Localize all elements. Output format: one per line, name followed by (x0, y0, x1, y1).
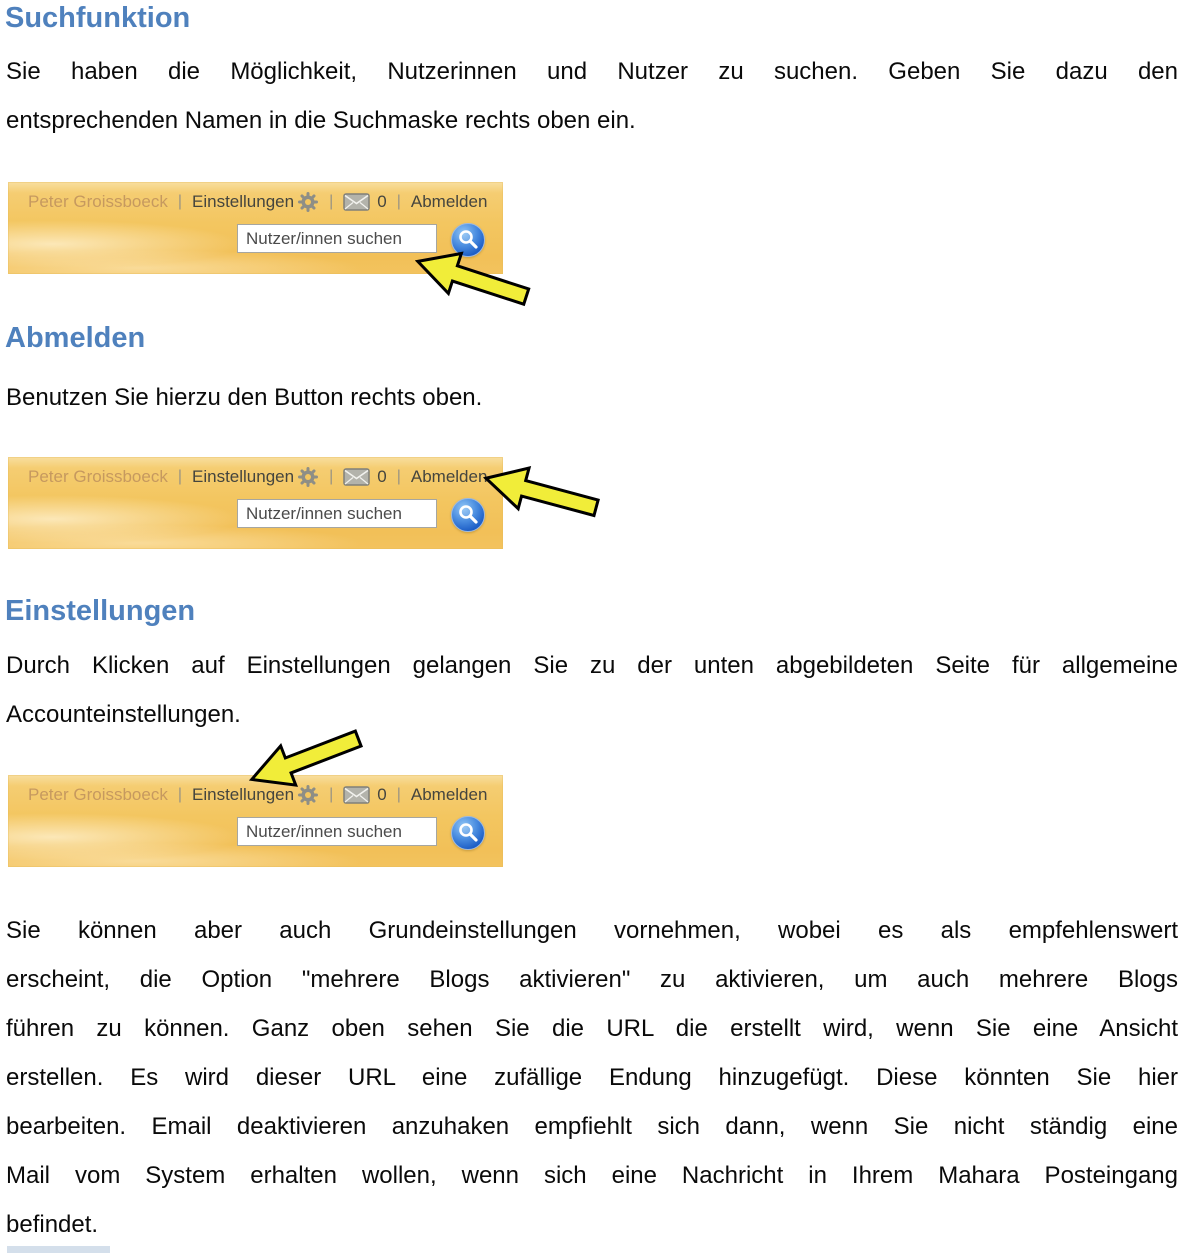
user-search-input[interactable] (237, 499, 437, 528)
body-text-line: führen zu können. Ganz oben sehen Sie die URL die erstellt wird, wenn Sie eine Ansicht (6, 1015, 1178, 1042)
heading-abmelden: Abmelden (5, 322, 146, 354)
settings-link[interactable]: Einstellungen (192, 192, 295, 211)
body-text-line: Sie haben die Möglichkeit, Nutzerinnen und Nutzer zu suchen. Geben Sie dazu den (6, 58, 1178, 85)
body-text-line: Sie können aber auch Grundeinstellungen vornehmen, wobei es als empfehlenswert (6, 917, 1178, 944)
envelope-icon (343, 786, 370, 804)
search-placeholder-text: Nutzer/innen suchen (246, 504, 402, 523)
paragraph-einstellungen (6, 641, 1178, 739)
separator: | (177, 786, 182, 803)
search-placeholder-text: Nutzer/innen suchen (246, 822, 402, 841)
body-text-line: erstellen. Es wird dieser URL eine zufällige Endung hinzugefügt. Diese könnten Sie hier (6, 1064, 1178, 1091)
cropped-next-image-edge (7, 1246, 110, 1253)
separator: | (396, 786, 401, 803)
heading-suchfunktion: Suchfunktion (5, 2, 191, 34)
body-text-line: Accounteinstellungen. (6, 701, 241, 728)
body-text-line: Benutzen Sie hierzu den Button rechts oben. (6, 384, 483, 411)
gear-icon (297, 466, 319, 488)
envelope-icon (343, 468, 370, 486)
settings-link[interactable]: Einstellungen (192, 785, 295, 804)
body-text-line: befindet. (6, 1211, 99, 1238)
paragraph-abmelden (6, 373, 1178, 422)
body-text-line: Mail vom System erhalten wollen, wenn sich eine Nachricht in Ihrem Mahara Posteingang (6, 1162, 1178, 1189)
body-text-line: entsprechenden Namen in die Suchmaske rechts oben ein. (6, 107, 636, 134)
envelope-icon (343, 193, 370, 211)
user-search-input[interactable] (237, 817, 437, 846)
logout-link[interactable]: Abmelden (410, 192, 488, 211)
paragraph-suchfunktion (6, 47, 1178, 145)
user-search-input[interactable] (237, 224, 437, 253)
separator: | (329, 468, 334, 485)
separator: | (329, 193, 334, 210)
search-magnifier-icon (454, 819, 482, 847)
separator: | (177, 468, 182, 485)
logout-link[interactable]: Abmelden (410, 467, 488, 486)
separator: | (329, 786, 334, 803)
body-text-line: Durch Klicken auf Einstellungen gelangen Sie zu der unten abgebildeten Seite für allgemeine (6, 652, 1178, 679)
body-text-line: bearbeiten. Email deaktivieren anzuhaken empfiehlt sich dann, wenn Sie nicht ständig eine (6, 1113, 1178, 1140)
separator: | (396, 193, 401, 210)
logout-link[interactable]: Abmelden (410, 785, 488, 804)
separator: | (177, 193, 182, 210)
search-button[interactable] (451, 816, 485, 850)
search-placeholder-text: Nutzer/innen suchen (246, 229, 402, 248)
username-link[interactable]: Peter Groissboeck (28, 785, 168, 804)
search-button[interactable] (451, 498, 485, 532)
heading-einstellungen: Einstellungen (5, 595, 196, 627)
mahara-header-screenshot-logout (8, 457, 503, 549)
inbox-count[interactable]: 0 (377, 467, 387, 486)
paragraph-grundeinstellungen (6, 906, 1178, 1249)
mahara-nav (28, 191, 487, 213)
inbox-count[interactable]: 0 (377, 192, 387, 211)
settings-link[interactable]: Einstellungen (192, 467, 295, 486)
username-link[interactable]: Peter Groissboeck (28, 467, 168, 486)
username-link[interactable]: Peter Groissboeck (28, 192, 168, 211)
inbox-count[interactable]: 0 (377, 785, 387, 804)
body-text-line: erscheint, die Option "mehrere Blogs aktivieren" zu aktivieren, um auch mehrere Blogs (6, 966, 1178, 993)
mahara-nav (28, 466, 487, 488)
separator: | (396, 468, 401, 485)
search-magnifier-icon (454, 501, 482, 529)
gear-icon (297, 191, 319, 213)
